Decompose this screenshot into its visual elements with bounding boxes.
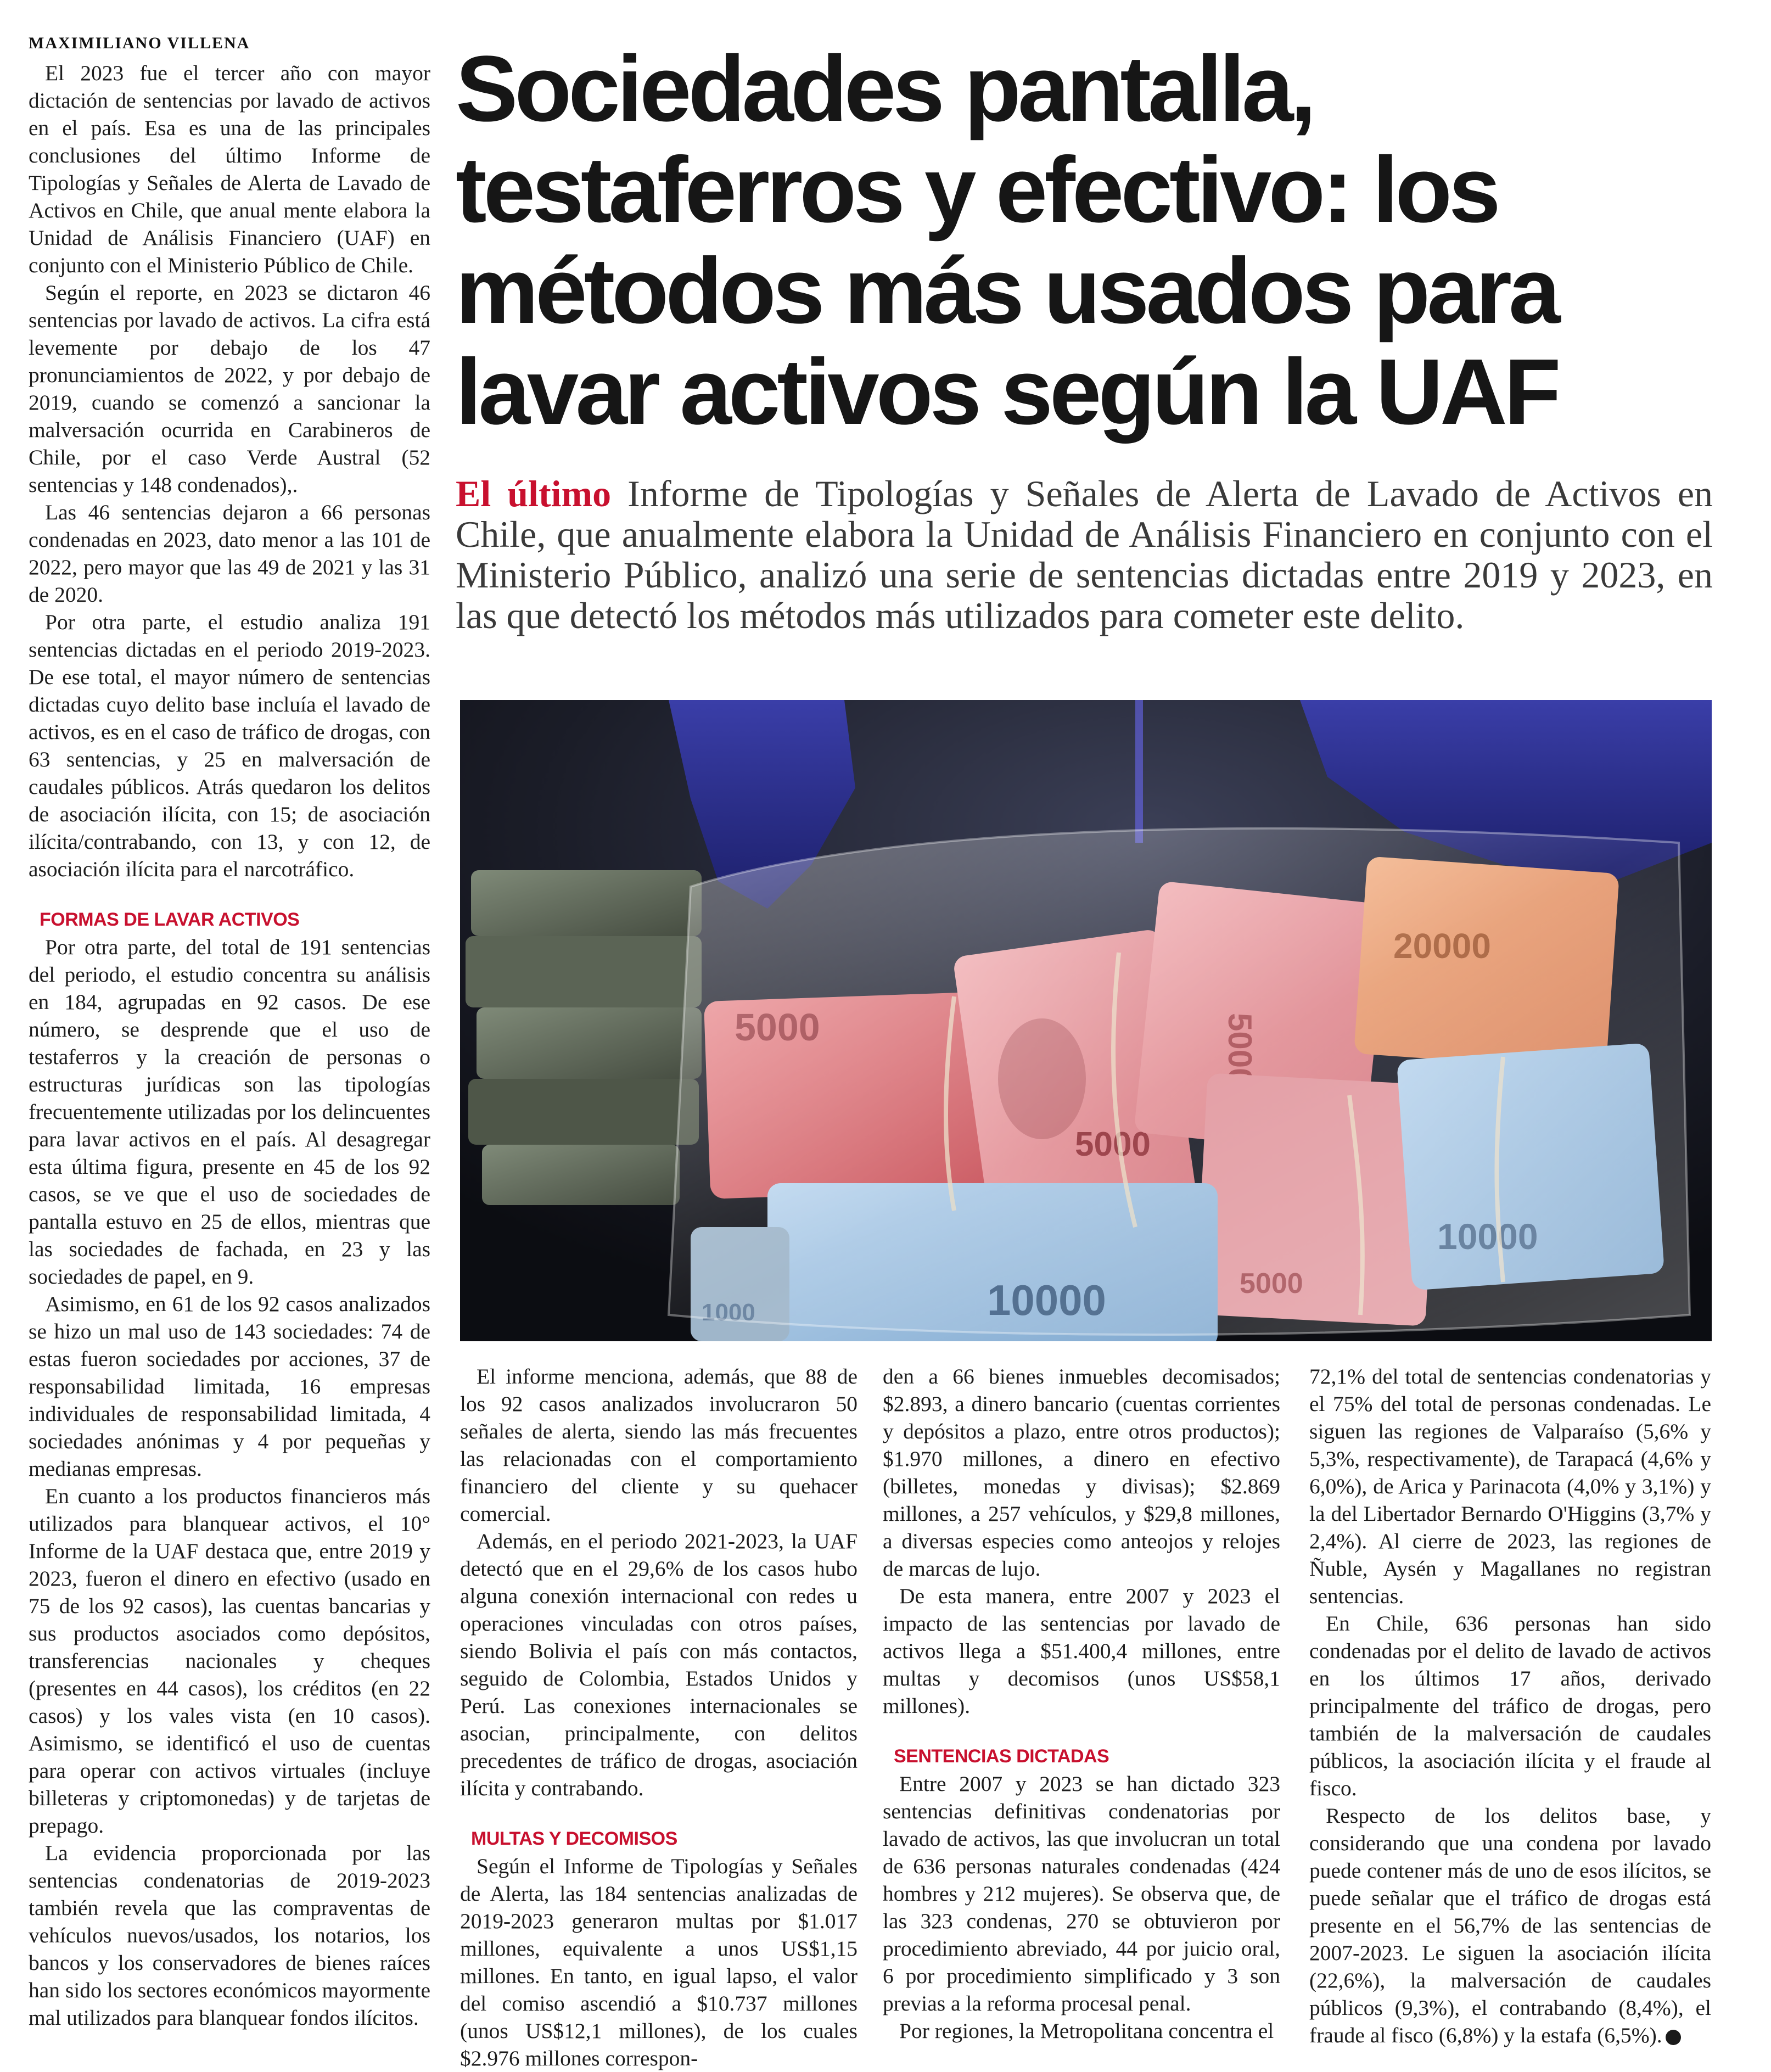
paragraph: En cuanto a los productos financieros más utilizados para blanquear activos, el 10° Informe de la UAF destaca que, entre 2019 y 2023, fueron el dinero en efectivo (usado en 75 de los 92 casos), las cuentas bancarias y sus productos asociados como depósitos, transferencias nacionales y cheques (presentes en 44 casos), los créditos (en 22 casos) y los vales vista (en 10 casos). Asimismo, se identificó el uso de cuentas para operar con activos virtuales (incluye billeteras y criptomonedas) y de tarjetas de prepago. [29, 1484, 430, 1838]
column-3 [883, 1363, 1280, 2045]
paragraph: El 2023 fue el tercer año con mayor dictación de sentencias por lavado de activos en el país. Esa es una de las principales conclusiones del último Informe de Tipologías y Señales de Alerta de Lavado de Activos en Chile, que anual mente elabora la Unidad de Análisis Financiero (UAF) en conjunto con el Ministerio Público de Chile. [29, 61, 430, 277]
paragraph: El informe menciona, además, que 88 de los 92 casos analizados involucraron 50 señales de alerta, siendo las más frecuentes las relacionadas con el comportamiento financiero del cliente y su quehacer comercial. [460, 1364, 858, 1526]
end-of-article-icon [1666, 2030, 1681, 2045]
paragraph: Entre 2007 y 2023 se han dictado 323 sentencias definitivas condenatorias por lavado de activos, las que involucran un total de 636 personas naturales condenadas (424 hombres y 212 mujeres). Se observa que, de las 323 condenas, 270 se obtuvieron por procedimiento abreviado, 44 por juicio oral, 6 por procedimiento simplificado y 3 son previas a la reforma procesal penal. [883, 1772, 1280, 2015]
subhead-multas: MULTAS Y DECOMISOS [471, 1828, 677, 1849]
column-4 [1309, 1363, 1711, 2049]
paragraph: Según el Informe de Tipologías y Señales de Alerta, las 184 sentencias analizadas de 2019-2023 generaron multas por $1.017 millones, equivalente a unos US$1,15 millones. En tanto, en igual lapso, el valor del comiso ascendió a $10.737 millones (unos US$12,1 millones), de los cuales $2.976 millones correspon- [460, 1854, 858, 2070]
paragraph: Por regiones, la Metropolitana concentra el [899, 2019, 1274, 2043]
paragraph: Por otra parte, el estudio analiza 191 sentencias dictadas en el periodo 2019-2023. De ese total, el mayor número de sentencias dictadas cuyo delito base incluía el lavado de activos, es en el caso de tráfico de drogas, con 63 sentencias, y 25 en malversación de caudales públicos. Atrás quedaron los delitos de asociación ilícita, con 15; de asociación ilícita/contrabando, con 13, y con 12, de asociación ilícita para el narcotráfico. [29, 610, 430, 881]
last-paragraph-text: Respecto de los delitos base, y considerando que una condena por lavado puede contener más de uno de esos ilícitos, se puede señalar que el tráfico de drogas está presente en el 56,7% de las sentencias de 2007-2023. Le siguen la asociación ilícita (22,6%), la malversación de caudales públicos (9,3%), el contrabando (8,4%), el fraude al fisco (6,8%) y la estafa (6,5%). [1309, 1804, 1711, 2047]
paragraph: Además, en el periodo 2021-2023, la UAF detectó que en el 29,6% de los casos hubo alguna conexión internacional con redes u operaciones vinculadas con otros países, siendo Bolivia el país con más contactos, seguido de Colombia, Estados Unidos y Perú. Las conexiones internacionales se asocian, principalmente, con delitos precedentes de tráfico de drogas, asociación ilícita y contrabando. [460, 1529, 858, 1800]
lead-block [456, 473, 1713, 636]
subhead-formas: FORMAS DE LAVAR ACTIVOS [40, 909, 300, 930]
lead-text: Informe de Tipologías y Señales de Alerta de Lavado de Activos en Chile, que anualmente elabora la Unidad de Análisis Financiero en conjunto con el Ministerio Público, analizó una serie de sentencias dictadas entre 2019 y 2023, en las que detectó los métodos más utilizados para cometer este delito. [456, 473, 1713, 636]
paragraph: Asimismo, en 61 de los 92 casos analizados se hizo un mal uso de 143 sociedades: 74 de estas fueron sociedades por acciones, 37 de responsabilidad limitada, 16 empresas individuales de responsabilidad limitada, 4 sociedades anónimas y 4 por pequeñas y medianas empresas. [29, 1292, 430, 1481]
lead-paragraph [456, 473, 1713, 636]
paragraph: Por otra parte, del total de 191 sentencias del periodo, el estudio concentra su análisis en 184, agrupadas en 92 casos. De ese número, se desprende que el uso de testaferros y la creación de personas o estructuras jurídicas son las tipologías frecuentemente utilizadas por los delincuentes para lavar activos en el país. Al desagregar esta última figura, presente en 45 de los 92 casos, se ve que el uso de sociedades de pantalla estuvo en 25 de ellos, mientras que las sociedades de fachada, en 23 y las sociedades de papel, en 9. [29, 935, 430, 1289]
lead-kicker: El último [456, 473, 612, 514]
paragraph: Según el reporte, en 2023 se dictaron 46 sentencias por lavado de activos. La cifra está levemente por debajo de los 47 pronunciamientos de 2022, y por debajo de 2019, cuando se comenzó a sancionar la malversación ocurrida en Carabineros de Chile, por el caso Verde Austral (52 sentencias y 148 condenados),. [29, 281, 430, 497]
column-1 [29, 59, 430, 2031]
headline-block [456, 38, 1718, 443]
byline: MAXIMILIANO VILLENA [29, 34, 250, 52]
money-photo [460, 700, 1712, 1341]
paragraph: 72,1% del total de sentencias condenatorias y el 75% del total de personas condenadas. Le siguen las regiones de Valparaíso (5,6% y 5,3%, respectivamente), de Tarapacá (4,6% y 6,0%), de Arica y Parinacota (4,0% y 3,1%) y la del Libertador Bernardo O'Higgins (3,7% y 2,4%). Al cierre de 2023, las regiones de Ñuble, Aysén y Magallanes no registran sentencias. [1309, 1364, 1711, 1608]
paragraph: En Chile, 636 personas han sido condenadas por el delito de lavado de activos en los últimos 17 años, derivado principalmente del tráfico de drogas, pero también de la malversación de caudales públicos, la asociación ilícita y el fraude al fisco. [1309, 1611, 1711, 1800]
paragraph: den a 66 bienes inmuebles decomisados; $2.893, a dinero bancario (cuentas corrientes y depósitos a plazo, entre otros productos); $1.970 millones, a dinero en efectivo (billetes, monedas y divisas); $2.869 millones, a 257 vehículos, y $29,8 millones, a diversas especies como anteojos y relojes de marcas de lujo. [883, 1364, 1280, 1581]
subhead-sentencias: SENTENCIAS DICTADAS [894, 1746, 1109, 1767]
paragraph-last [1309, 1802, 1711, 2049]
paragraph: De esta manera, entre 2007 y 2023 el impacto de las sentencias por lavado de activos llega a $51.400,4 millones, entre multas y decomisos (unos US$58,1 millones). [883, 1584, 1280, 1718]
green-stacks [466, 870, 702, 1205]
paragraph: La evidencia proporcionada por las sentencias condenatorias de 2019-2023 también revela que las compraventas de vehículos nuevos/usados, los notarios, los bancos y los conservadores de bienes raíces han sido los sectores económicos mayormente mal utilizados para blanquear fondos ilícitos. [29, 1841, 430, 2030]
money-photo-illustration [460, 700, 1712, 1341]
plastic-bag [669, 828, 1690, 1335]
headline: Sociedades pantalla, testaferros y efectivo: los métodos más usados para lavar activos según la UAF [456, 37, 1558, 444]
column-2 [460, 1363, 858, 2072]
paragraph: Las 46 sentencias dejaron a 66 personas condenadas en 2023, dato menor a las 101 de 2022, pero mayor que las 49 de 2021 y las 31 de 2020. [29, 500, 430, 607]
